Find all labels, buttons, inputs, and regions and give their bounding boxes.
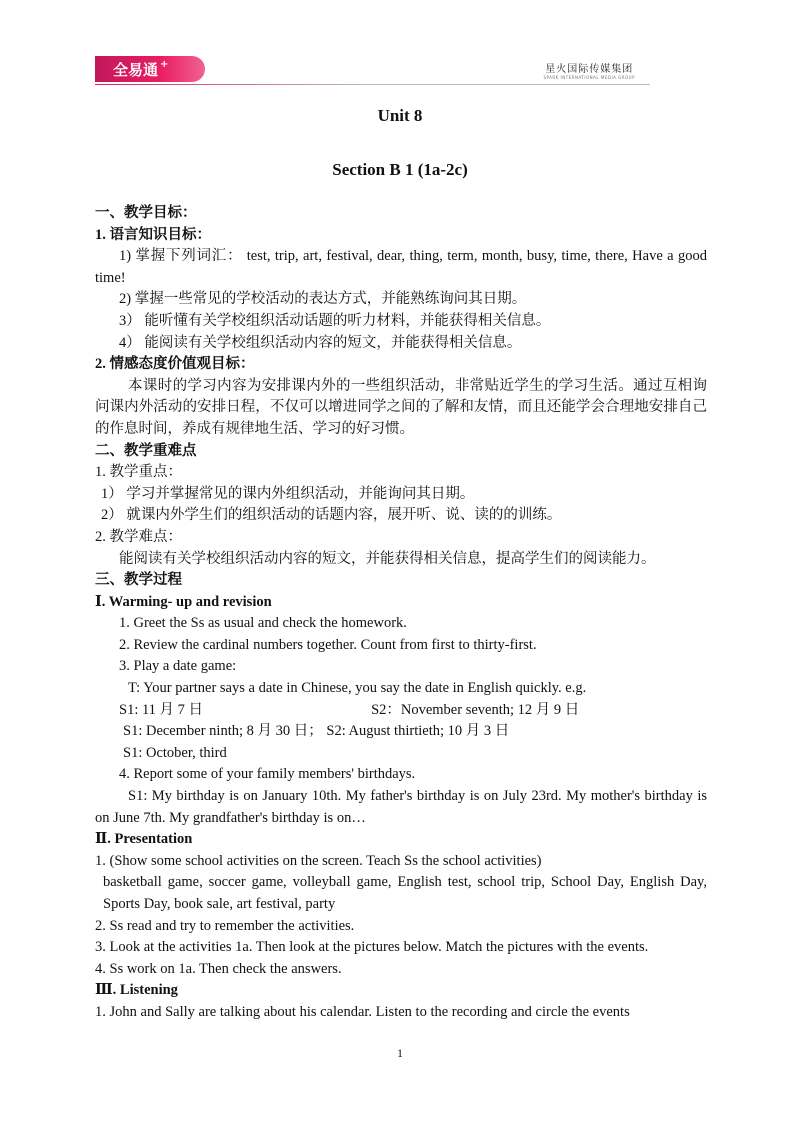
company-name [543,60,635,80]
goal-item-1: 1) 掌握下列词汇： test, trip, art, festival, dear, thing, term, month, busy, time, there, Have a good time! [95,248,707,286]
brand-logo [95,56,205,82]
difficulty-text: 能阅读有关学校组织活动内容的短文，并能获得相关信息，提高学生们的阅读能力。 [119,550,656,567]
goal-item-3: 3） 能听懂有关学校组织活动话题的听力材料，并能获得相关信息。 [119,312,551,329]
presentation-step-4: 4. Ss work on 1a. Then check the answers. [95,960,342,977]
heading-teaching-goals: 一、教学目标： [95,205,197,221]
header-divider [95,84,650,85]
stage-presentation: Ⅱ. Presentation [95,831,193,848]
warmup-step-1: 1. Greet the Ss as usual and check the homework. [119,615,407,632]
section-title: Section B 1 (1a-2c) [332,160,468,179]
goal-item-4: 4） 能阅读有关学校组织活动内容的短文，并能获得相关信息。 [119,334,522,351]
attitude-paragraph: 本课时的学习内容为安排课内外的一些组织活动，非常贴近学生的学习生活。通过互相询问课内外活动的安排日程，不仅可以增进同学之间的了解和友情，而且还能学会合理地安排自己的作息时间，养成有规律地生活、学习的好习惯。 [95,377,707,437]
warmup-step-2: 2. Review the cardinal numbers together. Count from first to thirty-first. [119,636,537,653]
birthday-example: S1: My birthday is on January 10th. My father's birthday is on July 23rd. My mother's birthday is on June 7th. My grandfather's birthday is on… [95,788,707,826]
subheading-focus: 1. 教学重点： [95,464,182,481]
activity-list: basketball game, soccer game, volleyball game, English test, school trip, School Day, English Day, Sports Day, book sale, art festival, party [103,874,707,912]
company-name-cn: 星火国际传媒集团 [545,64,634,75]
presentation-step-2: 2. Ss read and try to remember the activities. [95,917,355,934]
date-game-s2: S2：November seventh; 12 月 9 日 [371,701,580,718]
subheading-difficulty: 2. 教学难点： [95,528,182,545]
focus-item-2: 2） 就课内外学生们的组织活动的话题内容，展开听、说、读的的训练。 [101,507,562,524]
date-game-line-3: S1: October, third [123,744,227,761]
heading-teaching-process: 三、教学过程 [95,572,182,589]
document-body [95,203,707,1024]
goal-item-2: 2) 掌握一些常见的学校活动的表达方式，并能熟练询问其日期。 [119,291,527,308]
logo-star: + [160,58,169,70]
presentation-step-1: 1. (Show some school activities on the screen. Teach Ss the school activities) [95,852,542,869]
stage-listening: Ⅲ. Listening [95,982,178,999]
date-game-s1: S1: 11 月 7 日 [119,701,204,718]
date-game-instruction: T: Your partner says a date in Chinese, you say the date in English quickly. e.g. [128,680,587,697]
warmup-step-4: 4. Report some of your family members' birthdays. [119,766,416,783]
heading-key-points: 二、教学重难点 [95,442,197,459]
subheading-language-goals: 1. 语言知识目标： [95,226,211,243]
listening-step-1: 1. John and Sally are talking about his calendar. Listen to the recording and circle the events [95,1003,630,1020]
logo-text: 全易通 [113,60,159,79]
stage-warming-up: Ⅰ. Warming- up and revision [95,593,272,610]
company-name-en: SPARK INTERNATIONAL MEDIA GROUP [543,75,635,80]
page-header [95,56,655,86]
presentation-step-3: 3. Look at the activities 1a. Then look at the pictures below. Match the pictures with the events. [95,939,649,956]
date-game-line-1 [95,700,707,722]
page-number: 1 [397,1046,403,1060]
focus-item-1: 1） 学习并掌握常见的课内外组织活动，并能询问其日期。 [101,485,475,502]
warmup-step-3: 3. Play a date game: [119,658,237,675]
subheading-attitude-goals: 2. 情感态度价值观目标： [95,356,255,373]
date-game-line-2: S1: December ninth; 8 月 30 日； S2: August thirtieth; 10 月 3 日 [123,723,510,740]
unit-title: Unit 8 [377,106,423,125]
